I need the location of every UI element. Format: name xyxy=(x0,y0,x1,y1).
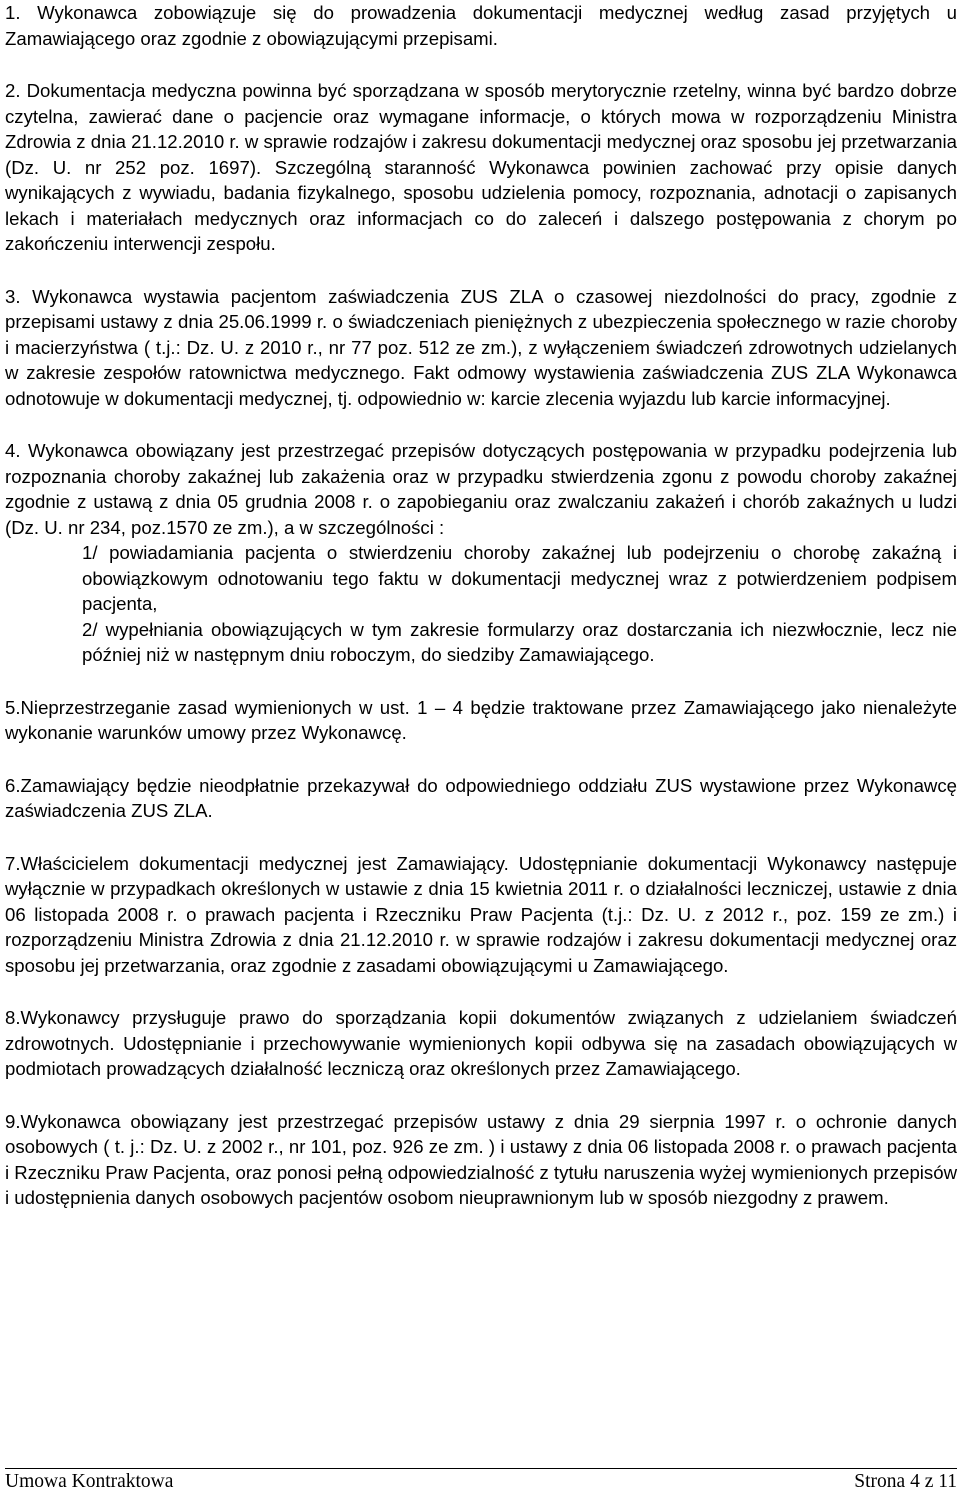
paragraph-7: 7.Właścicielem dokumentacji medycznej jest Zamawiający. Udostępnianie dokumentacji Wykonawcy następuje wyłącznie w przypadkach określonych w ustawie z dnia 15 kwietnia 2011 r. o działalności leczniczej, ustawie z dnia 06 listopada 2008 r. o prawach pacjenta i Rzeczniku Praw Pacjenta (t.j.: Dz. U. z 2012 r., poz. 159 ze zm.) i rozporządzeniu Ministra Zdrowia z dnia 21.12.2010 r. w sprawie rodzajów i zakresu dokumentacji medycznej oraz sposobu jej przetwarzania, oraz zgodnie z zasadami obowiązującymi u Zamawiającego. xyxy=(5,852,957,976)
paragraph-6: 6.Zamawiający będzie nieodpłatnie przekazywał do odpowiedniego oddziału ZUS wystawione przez Wykonawcę zaświadczenia ZUS ZLA. xyxy=(5,774,957,821)
paragraph-9: 9.Wykonawca obowiązany jest przestrzegać przepisów ustawy z dnia 29 sierpnia 1997 r. o ochronie danych osobowych ( t. j.: Dz. U. z 2002 r., nr 101, poz. 926 ze zm. ) i ustawy z dnia 06 listopada 2008 r. o prawach pacjenta i Rzeczniku Praw Pacjenta, oraz ponosi pełną odpowiedzialność z tytułu naruszenia wyżej wymienionych przepisów i udostępnienia danych osobowych pacjentów osobom nieuprawnionym lub w sposób niezgodny z prawem. xyxy=(5,1110,957,1208)
paragraph-4: 4. Wykonawca obowiązany jest przestrzegać przepisów dotyczących postępowania w przypadku podejrzenia lub rozpoznania choroby zakaźnej lub zakażenia oraz w przypadku stwierdzenia zgonu z powodu choroby zakaźnej zgodnie z ustawą z dnia 05 grudnia 2008 r. o zapobieganiu oraz zwalczaniu zakażeń i chorób zakaźnych u ludzi (Dz. U. nr 234, poz.1570 ze zm.), a w szczególności : xyxy=(5,440,957,538)
paragraph-2: 2. Dokumentacja medyczna powinna być sporządzana w sposób merytorycznie rzetelny, winna być bardzo dobrze czytelna, zawierać dane o pacjencie oraz wymagane informacje, o których mowa w rozporządzeniu Ministra Zdrowia z dnia 21.12.2010 r. w sprawie rodzajów i zakresu dokumentacji medycznej oraz sposobu jej przetwarzania (Dz. U. nr 252 poz. 1697). Szczególną staranność Wykonawca powinien zachować przy opisie danych wynikających z wywiadu, badania fizykalnego, sposobu udzielenia pomocy, rozpoznania, adnotacji o zapisanych lekach i materiałach medycznych oraz informacjach co do zaleceń i dalszego postępowania z chorym po zakończeniu interwencji zespołu. xyxy=(5,80,957,254)
paragraph-5: 5.Nieprzestrzeganie zasad wymienionych w ust. 1 – 4 będzie traktowane przez Zamawiającego jako nienależyte wykonanie warunków umowy przez Wykonawcę. xyxy=(5,696,957,743)
paragraph-8: 8.Wykonawcy przysługuje prawo do sporządzania kopii dokumentów związanych z udzielaniem świadczeń zdrowotnych. Udostępnianie i przechowywanie wymienionych kopii odbywa się na zasadach obowiązujących w podmiotach prowadzących działalność leczniczą oraz określonych przez Zamawiającego. xyxy=(5,1007,957,1079)
paragraph-3: 3. Wykonawca wystawia pacjentom zaświadczenia ZUS ZLA o czasowej niezdolności do pracy, zgodnie z przepisami ustawy z dnia 25.06.1999 r. o świadczeniach pieniężnych z ubezpieczenia społecznego w razie choroby i macierzyństwa ( t.j.: Dz. U. z 2010 r., nr 77 poz. 512 ze zm.), z wyłączeniem świadczeń zdrowotnych udzielanych w zakresie zespołów ratownictwa medycznego. Fakt odmowy wystawienia zaświadczenia ZUS ZLA Wykonawca odnotowuje w dokumentacji medycznej, tj. odpowiednio w: karcie zlecenia wyjazdu lub karcie informacyjnej. xyxy=(5,285,957,409)
page-footer xyxy=(5,1468,957,1495)
footer-document-title: Umowa Kontraktowa xyxy=(5,1471,174,1492)
document-body xyxy=(5,0,957,1211)
subpoint-2: 2/ wypełniania obowiązujących w tym zakresie formularzy oraz dostarczania ich niezwłocznie, lecz nie później niż w następnym dniu roboczym, do siedziby Zamawiającego. xyxy=(82,618,957,665)
footer-page-number: Strona 4 z 11 xyxy=(854,1471,957,1492)
subpoint-1: 1/ powiadamiania pacjenta o stwierdzeniu choroby zakaźnej lub podejrzeniu o chorobę zakaźną i obowiązkowym odnotowaniu tego faktu w dokumentacji medycznej wraz z potwierdzeniem podpisem pacjenta, xyxy=(82,542,957,614)
paragraph-1: 1. Wykonawca zobowiązuje się do prowadzenia dokumentacji medycznej według zasad przyjętych u Zamawiającego oraz zgodnie z obowiązującymi przepisami. xyxy=(5,2,957,49)
paragraph-4-block xyxy=(5,438,957,668)
